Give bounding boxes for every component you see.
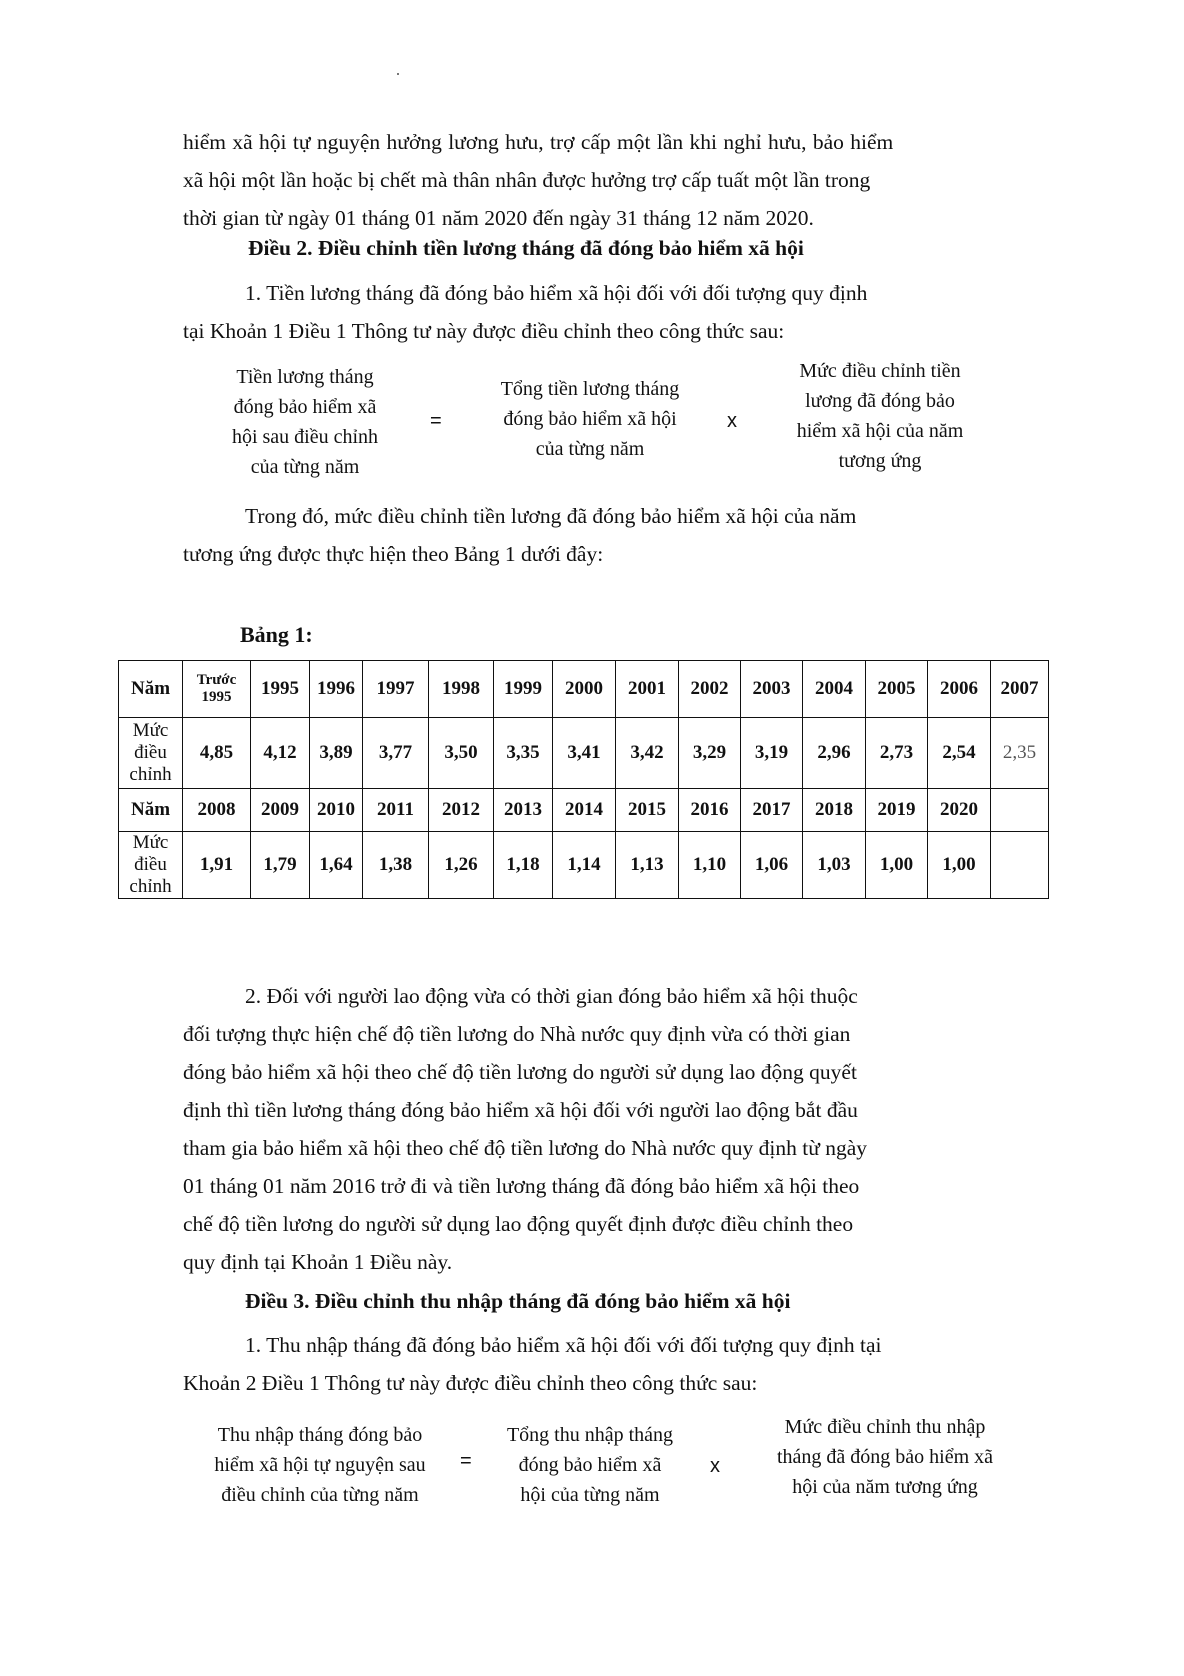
year-cell: 2014 [553,789,616,832]
text-line: đóng bảo hiểm xã hội theo chế độ tiền lương do người sử dụng lao động quyết [183,1060,857,1084]
table-row [119,661,1049,718]
formula-line: tháng đã đóng bảo hiểm xã [776,1446,994,1468]
text-line: 01 tháng 01 năm 2016 trở đi và tiền lương tháng đã đóng bảo hiểm xã hội theo [183,1174,860,1198]
year-cell: 2018 [803,789,866,832]
rate-cell: 1,03 [803,832,866,899]
formula-line: điều chỉnh của từng năm [221,1484,419,1506]
rate-cell: 3,89 [310,718,363,789]
year-cell: 2005 [866,661,928,718]
rate-cell: 3,50 [429,718,494,789]
rate-cell: 1,10 [679,832,741,899]
year-cell: 2019 [866,789,928,832]
rate-cell: 3,77 [363,718,429,789]
year-cell: 2016 [679,789,741,832]
equals-sign: = [430,410,442,432]
rate-label-line: điều [134,742,167,763]
rate-cell: 1,18 [494,832,553,899]
text-line: Khoản 2 Điều 1 Thông tư này được điều chỉnh theo công thức sau: [183,1371,758,1395]
text-line: quy định tại Khoản 1 Điều này. [183,1250,453,1274]
formula-1-right [765,356,995,476]
year-cell: 2004 [803,661,866,718]
year-cell: 2006 [928,661,991,718]
rate-label-line: chỉnh [129,764,172,785]
formula-line: đóng bảo hiểm xã [518,1454,662,1476]
rate-cell: 1,79 [251,832,310,899]
article-3-heading: Điều 3. Điều chỉnh thu nhập tháng đã đóng bảo hiểm xã hội [245,1289,791,1313]
formula-2-right [750,1412,1020,1502]
year-cell: 2002 [679,661,741,718]
rate-label-line: Mức [132,720,169,741]
formula-line: Tổng tiền lương tháng [500,378,680,400]
formula-line: hội của năm tương ứng [792,1476,978,1498]
adjustment-rate-table [118,660,1049,899]
formula-line: hiểm xã hội của năm [796,420,964,442]
year-cell: 2000 [553,661,616,718]
year-cell: 2009 [251,789,310,832]
rate-label-cell [119,718,183,789]
formula-1-left [200,362,410,482]
formula-2-left [185,1420,455,1510]
year-cell: 1999 [494,661,553,718]
formula-line: đóng bảo hiểm xã hội [503,408,677,430]
year-cell: 2003 [741,661,803,718]
rate-cell: 1,26 [429,832,494,899]
text-line: chế độ tiền lương do người sử dụng lao động quyết định được điều chỉnh theo [183,1212,854,1236]
table-intro-paragraph [183,497,1063,573]
formula-line: của từng năm [250,456,360,478]
year-cell: 2012 [429,789,494,832]
year-label-cell: Năm [119,661,183,718]
multiply-sign: x [710,1455,720,1477]
rate-cell: 1,38 [363,832,429,899]
year-cell: Trước 1995 [183,661,251,718]
formula-line: Mức điều chỉnh thu nhập [784,1416,986,1438]
year-label-cell: Năm [119,789,183,832]
text-line: tham gia bảo hiểm xã hội theo chế độ tiền lương do Nhà nước quy định từ ngày [183,1136,868,1160]
rate-label-line: Mức [132,832,169,853]
formula-line: hiểm xã hội tự nguyện sau [214,1454,426,1476]
text-line: hiểm xã hội tự nguyện hưởng lương hưu, trợ cấp một lần khi nghỉ hưu, bảo hiểm [183,130,894,154]
rate-cell: 3,29 [679,718,741,789]
year-cell: 2017 [741,789,803,832]
rate-cell: 4,85 [183,718,251,789]
rate-cell: 3,19 [741,718,803,789]
rate-label-cell [119,832,183,899]
rate-cell: 2,73 [866,718,928,789]
year-cell: 2015 [616,789,679,832]
table-caption: Bảng 1: [240,622,313,647]
rate-cell: 2,96 [803,718,866,789]
rate-cell: 1,64 [310,832,363,899]
article-3-clause-1 [183,1326,1063,1402]
text-line: 1. Thu nhập tháng đã đóng bảo hiểm xã hội đối với đối tượng quy định tại [245,1333,882,1357]
table-row [119,718,1049,789]
year-cell: 1996 [310,661,363,718]
formula-2-middle [490,1420,690,1510]
rate-label-line: chỉnh [129,876,172,897]
year-cell: 2007 [991,661,1049,718]
multiply-sign: x [727,410,737,432]
text-line: Trong đó, mức điều chỉnh tiền lương đã đóng bảo hiểm xã hội của năm [245,504,857,528]
rate-cell: 2,54 [928,718,991,789]
formula-line: Thu nhập tháng đóng bảo [217,1424,423,1446]
empty-cell [991,832,1049,899]
formula-1-middle [470,374,710,464]
formula-line: hội sau điều chỉnh [231,426,379,448]
rate-cell: 1,13 [616,832,679,899]
empty-cell [991,789,1049,832]
text-line: thời gian từ ngày 01 tháng 01 năm 2020 đến ngày 31 tháng 12 năm 2020. [183,206,814,230]
year-cell: 1998 [429,661,494,718]
formula-line: Tiền lương tháng [236,366,374,388]
rate-cell: 1,00 [866,832,928,899]
rate-cell: 1,14 [553,832,616,899]
table-row [119,832,1049,899]
text-line: đối tượng thực hiện chế độ tiền lương do Nhà nước quy định vừa có thời gian [183,1022,851,1046]
rate-cell: 3,35 [494,718,553,789]
text-line: 2. Đối với người lao động vừa có thời gian đóng bảo hiểm xã hội thuộc [245,984,858,1008]
article-2-clause-1 [183,274,1063,350]
year-cell: 2013 [494,789,553,832]
rate-cell: 1,91 [183,832,251,899]
scan-speck [397,73,399,75]
year-cell: 2010 [310,789,363,832]
rate-cell: 2,35 [991,718,1049,789]
formula-line: hội của từng năm [520,1484,660,1506]
intro-paragraph [183,123,1063,237]
text-line: 1. Tiền lương tháng đã đóng bảo hiểm xã hội đối với đối tượng quy định [245,281,868,305]
formula-line: lương đã đóng bảo [805,390,955,412]
rate-label-line: điều [134,854,167,875]
year-cell: 1995 [251,661,310,718]
formula-line: tương ứng [838,450,922,472]
text-line: định thì tiền lương tháng đóng bảo hiểm xã hội đối với người lao động bắt đầu [183,1098,858,1122]
table-row [119,789,1049,832]
formula-line: của từng năm [535,438,645,460]
year-cell: 2001 [616,661,679,718]
formula-line: Mức điều chỉnh tiền [799,360,961,382]
formula-line: Tổng thu nhập tháng [506,1424,674,1446]
year-cell: 2011 [363,789,429,832]
rate-cell: 3,41 [553,718,616,789]
article-2-clause-2 [183,977,1063,1281]
article-2-heading: Điều 2. Điều chỉnh tiền lương tháng đã đóng bảo hiểm xã hội [248,236,804,260]
text-line: tại Khoản 1 Điều 1 Thông tư này được điều chỉnh theo công thức sau: [183,319,785,343]
year-cell: 2020 [928,789,991,832]
rate-cell: 1,06 [741,832,803,899]
text-line: tương ứng được thực hiện theo Bảng 1 dưới đây: [183,542,604,566]
rate-cell: 4,12 [251,718,310,789]
equals-sign: = [460,1450,472,1472]
year-cell: 1997 [363,661,429,718]
formula-line: đóng bảo hiểm xã [233,396,377,418]
rate-cell: 1,00 [928,832,991,899]
year-cell: 2008 [183,789,251,832]
text-line: xã hội một lần hoặc bị chết mà thân nhân được hưởng trợ cấp tuất một lần trong [183,168,871,192]
rate-cell: 3,42 [616,718,679,789]
